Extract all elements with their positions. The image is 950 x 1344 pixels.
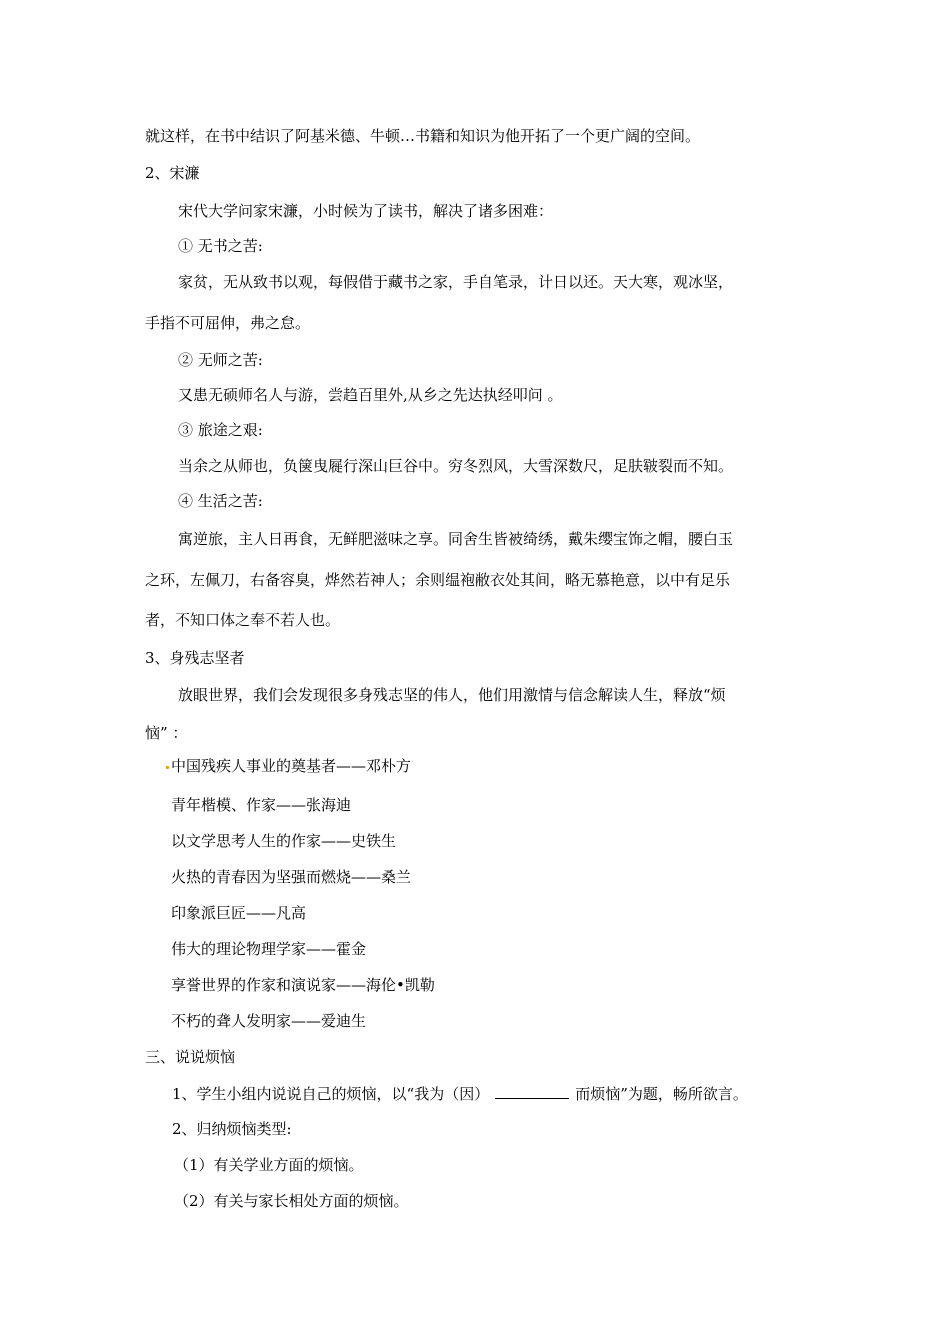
answer-blank [495,1083,569,1099]
list-item: 不朽的聋人发明家——爱迪生 [171,1012,367,1030]
section-heading: 2、宋濂 [145,164,200,182]
paragraph-line: 宋代大学问家宋濂，小时候为了读书，解决了诸多困难： [178,202,554,220]
paragraph-line: 又患无硕师名人与游，尝趋百里外,从乡之先达执经叩问 。 [178,386,563,404]
paragraph-line: 家贫，无从致书以观，每假借于藏书之家，手自笔录，计日以还。天大寒，观冰坚， [178,273,734,291]
bullet-marker [166,766,169,769]
paragraph-line: 2、归纳烦恼类型: [172,1120,292,1138]
subheading: ① 无书之苦: [178,237,263,255]
section-heading: 三、说说烦恼 [145,1048,236,1066]
list-item: （1）有关学业方面的烦恼。 [174,1156,364,1174]
paragraph-line: 者，不知口体之奉不若人也。 [145,611,341,629]
list-item: 青年楷模、作家——张海迪 [171,796,352,814]
paragraph-line: 就这样，在书中结识了阿基米德、牛顿…书籍和知识为他开拓了一个更广阔的空间。 [145,127,701,145]
list-item: 火热的青春因为坚强而燃烧——桑兰 [171,868,412,886]
list-item: 中国残疾人事业的奠基者——邓朴方 [171,757,412,775]
list-item: 享誉世界的作家和演说家——海伦•凯勒 [171,976,435,994]
paragraph-line: 当余之从师也，负箧曳屣行深山巨谷中。穷冬烈风，大雪深数尺，足肤皲裂而不知。 [178,457,734,475]
task-line [172,1083,748,1104]
paragraph-line: 寓逆旅，主人日再食，无鲜肥滋味之享。同舍生皆被绮绣，戴朱缨宝饰之帽，腰白玉 [178,530,734,548]
list-item: 印象派巨匠——凡高 [171,904,307,922]
paragraph-line: 恼” ： [145,724,188,742]
paragraph-line: 放眼世界，我们会发现很多身残志坚的伟人，他们用激情与信念解读人生，释放“烦 [178,686,726,704]
task-text-after: 而烦恼”为题，畅所欲言。 [575,1085,748,1103]
subheading: ④ 生活之苦: [178,492,263,510]
list-item: （2）有关与家长相处方面的烦恼。 [174,1192,409,1210]
subheading: ② 无师之苦: [178,351,263,369]
paragraph-line: 之环，左佩刀，右备容臭，烨然若神人；余则缊袍敝衣处其间，略无慕艳意，以中有足乐 [145,571,731,589]
paragraph-line: 手指不可屈伸，弗之怠。 [145,314,311,332]
task-text-before: 1、学生小组内说说自己的烦恼，以“我为（因） [172,1085,490,1103]
subheading: ③ 旅途之艰: [178,421,263,439]
list-item: 以文学思考人生的作家——史铁生 [171,832,397,850]
section-heading: 3、身残志坚者 [145,649,245,667]
list-item: 伟大的理论物理学家——霍金 [171,940,367,958]
